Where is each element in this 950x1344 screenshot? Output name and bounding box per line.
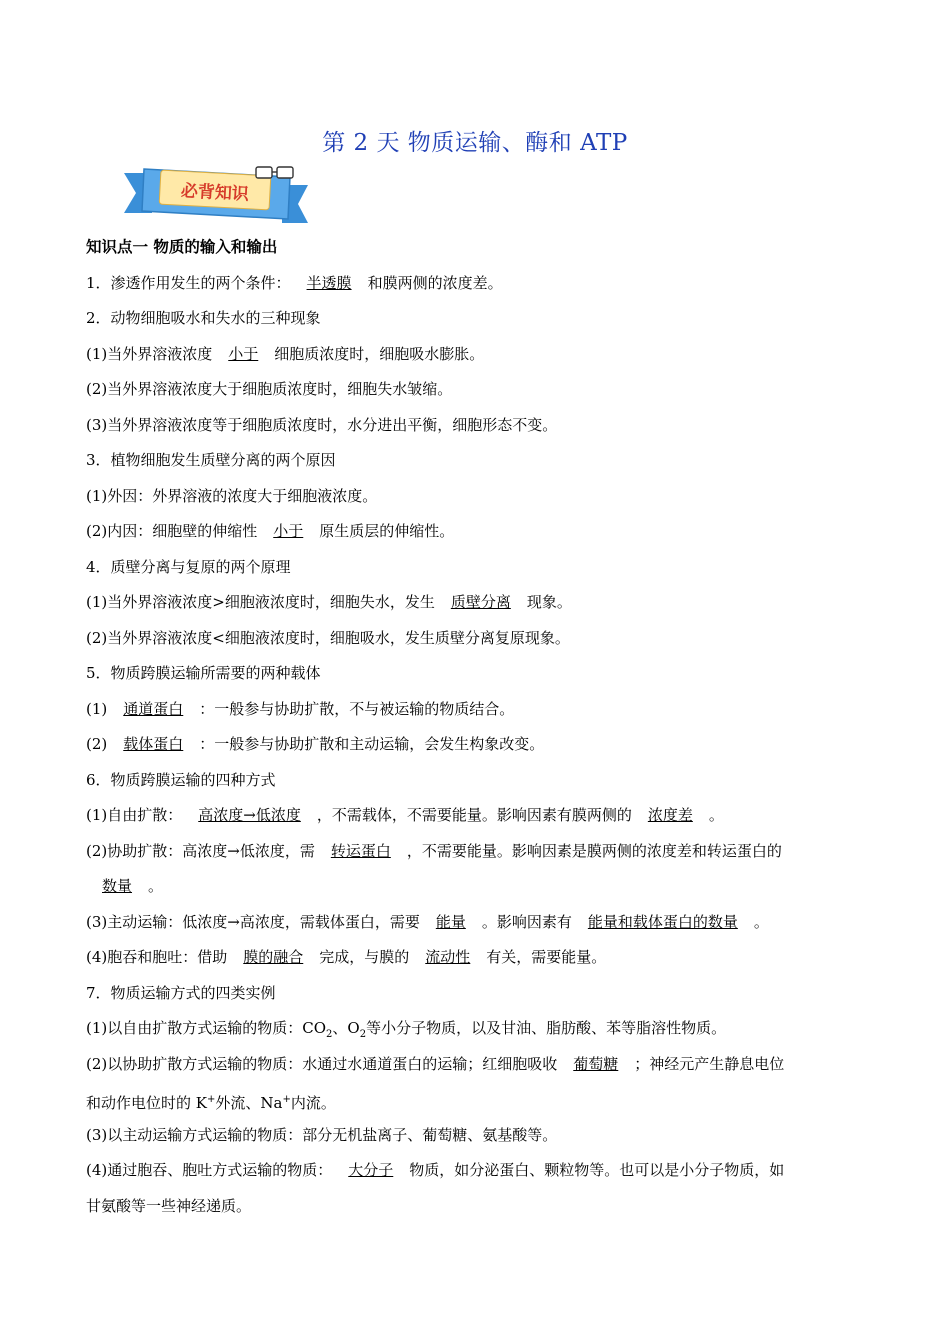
text-line: 2．动物细胞吸水和失水的三种现象 (86, 309, 321, 327)
text-line: (4)通过胞吞、胞吐方式运输的物质： 大分子 物质，如分泌蛋白、颗粒物等。也可以是小分子物质，如 (86, 1161, 785, 1179)
text-line: (1)自由扩散： 高浓度→低浓度 ，不需载体，不需要能量。影响因素有膜两侧的 浓度差 。 (86, 806, 724, 824)
answer-blank: 能量 (435, 912, 466, 931)
text-line: (2)协助扩散：高浓度→低浓度，需 转运蛋白 ，不需要能量。影响因素是膜两侧的浓度差和转运蛋白的 (86, 841, 782, 860)
page-title: 第 2 天 物质运输、酶和 ATP (322, 130, 628, 156)
answer-blank: 小于 (228, 344, 259, 363)
text-line: 3．植物细胞发生质壁分离的两个原因 (86, 451, 336, 469)
answer-blank: 葡萄糖 (573, 1054, 619, 1073)
text-line: (4)胞吞和胞吐：借助 膜的融合 完成，与膜的 流动性 有关，需要能量。 (86, 948, 607, 966)
answer-blank: 转运蛋白 (330, 841, 391, 860)
text-line: (2)当外界溶液浓度<细胞液浓度时，细胞吸水，发生质壁分离复原现象。 (86, 628, 570, 647)
text-line: (1)以自由扩散方式运输的物质：$CO_2$、$O_2$等小分子物质，以及甘油、脂肪酸、苯等脂溶性物质。 (86, 1019, 727, 1040)
text-line: 6．物质跨膜运输的四种方式 (86, 770, 276, 789)
answer-blank: 大分子 (348, 1161, 394, 1179)
answer-blank: 半透膜 (306, 273, 352, 292)
text-line: (3)当外界溶液浓度等于细胞质浓度时，水分进出平衡，细胞形态不变。 (86, 415, 558, 434)
answer-blank: 小于 (273, 522, 304, 540)
banner-must-know (122, 163, 310, 225)
answer-blank: 通道蛋白 (123, 699, 184, 718)
answer-blank: 高浓度→低浓度 (198, 806, 301, 824)
answer-blank: 能量和载体蛋白的数量 (587, 912, 738, 931)
answer-blank: 浓度差 (647, 806, 693, 824)
section-heading: 知识点一 物质的输入和输出 (86, 238, 278, 256)
text-line: (1)外因：外界溶液的浓度大于细胞液浓度。 (86, 486, 378, 505)
text-line: 和动作电位时的 K+外流、Na+内流。 (86, 1094, 336, 1112)
text-line: (2) 载体蛋白 ：一般参与协助扩散和主动运输，会发生构象改变。 (86, 735, 545, 753)
text-line: 4．质壁分离与复原的两个原理 (86, 557, 291, 576)
text-line: (2)以协助扩散方式运输的物质：水通过水通道蛋白的运输；红细胞吸收 葡萄糖 ；神经元产生静息电位 (86, 1054, 785, 1073)
text-line: (1) 通道蛋白 ：一般参与协助扩散，不与被运输的物质结合。 (86, 699, 515, 718)
text-line: (1)当外界溶液浓度>细胞液浓度时，细胞失水，发生 质壁分离 现象。 (86, 593, 572, 611)
text-line: (2)当外界溶液浓度大于细胞质浓度时，细胞失水皱缩。 (86, 380, 453, 398)
text-line: (3)以主动运输方式运输的物质：部分无机盐离子、葡萄糖、氨基酸等。 (86, 1125, 558, 1144)
answer-blank: 质壁分离 (450, 593, 511, 611)
text-line: 1．渗透作用发生的两个条件： 半透膜 和膜两侧的浓度差。 (86, 273, 503, 292)
banner-label: 必背知识 (180, 181, 250, 205)
text-line: (3)主动运输：低浓度→高浓度，需载体蛋白，需要 能量 。影响因素有 能量和载体蛋白的数量 。 (86, 912, 769, 931)
text-line: 数量 。 (86, 869, 866, 905)
text-line: (1)当外界溶液浓度 小于 细胞质浓度时，细胞吸水膨胀。 (86, 344, 485, 363)
text-line: (2)内因：细胞壁的伸缩性 小于 原生质层的伸缩性。 (86, 522, 455, 540)
answer-blank: 膜的融合 (243, 948, 304, 966)
knowledge-content (86, 230, 866, 1224)
answer-blank: 流动性 (425, 948, 471, 966)
text-line: 甘氨酸等一些神经递质。 (86, 1196, 252, 1215)
answer-blank: 数量 (102, 877, 133, 895)
answer-blank: 载体蛋白 (123, 735, 184, 753)
text-line: 5．物质跨膜运输所需要的两种载体 (86, 664, 321, 682)
text-line: 7．物质运输方式的四类实例 (86, 983, 276, 1002)
